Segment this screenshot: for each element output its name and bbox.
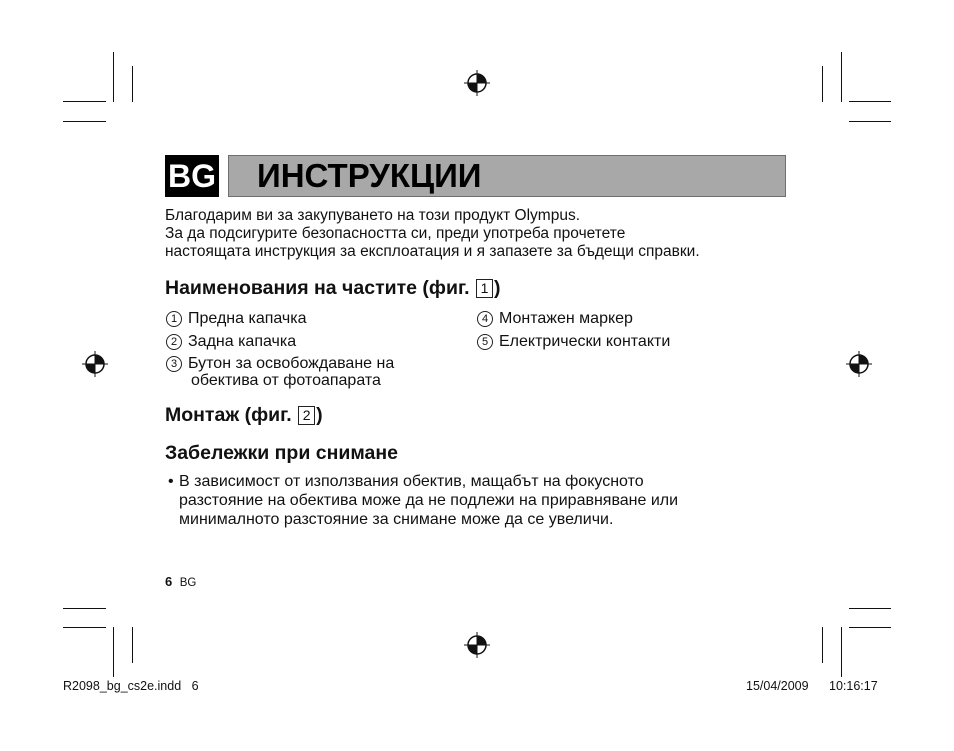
crop-mark-bottom-right-h1: [849, 608, 891, 609]
page-language-label: BG: [179, 577, 197, 589]
crop-mark-top-left-h1: [63, 101, 106, 102]
language-badge: BG: [165, 155, 219, 197]
notes-line-1: В зависимост от използвания обектив, мащабът на фокусното: [179, 473, 644, 490]
list-item-text: Монтажен маркер: [499, 310, 633, 327]
registration-mark-icon: [464, 632, 490, 658]
registration-mark-icon: [82, 351, 108, 377]
list-item-text: Бутон за освобождаване на: [188, 355, 395, 372]
parts-heading: [165, 276, 500, 300]
fig-number-box: 2: [298, 406, 315, 425]
circled-number: 4: [477, 311, 493, 327]
crop-mark-top-left-v2: [132, 66, 133, 102]
list-item-text: Задна капачка: [188, 333, 297, 350]
crop-mark-bottom-right-h2: [849, 627, 891, 628]
crop-mark-bottom-right-v2: [822, 627, 823, 663]
crop-mark-bottom-right-v1: [841, 627, 842, 677]
crop-mark-top-left-v1: [113, 52, 114, 102]
list-item-text: Предна капачка: [188, 310, 307, 327]
footer-date: 15/04/2009: [746, 679, 809, 693]
page-number: 6: [165, 574, 173, 589]
list-item: [477, 309, 633, 328]
intro-line-1: Благодарим ви за закупуването на този продукт Olympus.: [165, 207, 581, 224]
footer-time: 10:16:17: [829, 679, 878, 693]
crop-mark-bottom-left-h2: [63, 627, 106, 628]
notes-line-3: минималното разстояние за снимане може да се увеличи.: [179, 511, 614, 528]
registration-mark-icon: [846, 351, 872, 377]
crop-mark-top-left-h2: [63, 121, 106, 122]
circled-number: 1: [166, 311, 182, 327]
circled-number: 5: [477, 334, 493, 350]
parts-heading-text: Наименования на частите (фиг.: [165, 277, 475, 299]
title-bar: [228, 155, 786, 197]
list-item: [166, 309, 307, 328]
list-item-continuation: обектива от фотоапарата: [191, 372, 381, 389]
crop-mark-bottom-left-v1: [113, 627, 114, 677]
circled-number: 3: [166, 356, 182, 372]
list-item-text: Електрически контакти: [499, 333, 671, 350]
mount-heading-suffix: ): [316, 404, 323, 426]
intro-line-3: настоящата инструкция за експлоатация и я запазете за бъдещи справки.: [165, 243, 700, 260]
parts-heading-suffix: ): [493, 277, 501, 299]
crop-mark-top-right-h2: [849, 121, 891, 122]
registration-mark-icon: [464, 70, 490, 96]
notes-line-2: разстояние на обектива може да не подлежи на приравняване или: [179, 492, 679, 509]
page-title: ИНСТРУКЦИИ: [257, 157, 482, 194]
notes-heading: Забележки при снимане: [165, 442, 399, 464]
crop-mark-top-right-v2: [822, 66, 823, 102]
mount-heading-text: Монтаж (фиг.: [165, 404, 298, 426]
list-item: [477, 332, 670, 351]
intro-line-2: За да подсигурите безопасността си, преди употреба прочетете: [165, 225, 626, 242]
page-number-block: [165, 573, 196, 591]
crop-mark-bottom-left-h1: [63, 608, 106, 609]
footer-filename: R2098_bg_cs2e.indd 6: [63, 679, 199, 693]
list-item: [166, 332, 296, 351]
mount-heading: [165, 403, 323, 427]
crop-mark-bottom-left-v2: [132, 627, 133, 663]
crop-mark-top-right-v1: [841, 52, 842, 102]
circled-number: 2: [166, 334, 182, 350]
bullet: •: [168, 473, 174, 490]
fig-number-box: 1: [476, 279, 493, 298]
crop-mark-top-right-h1: [849, 101, 891, 102]
